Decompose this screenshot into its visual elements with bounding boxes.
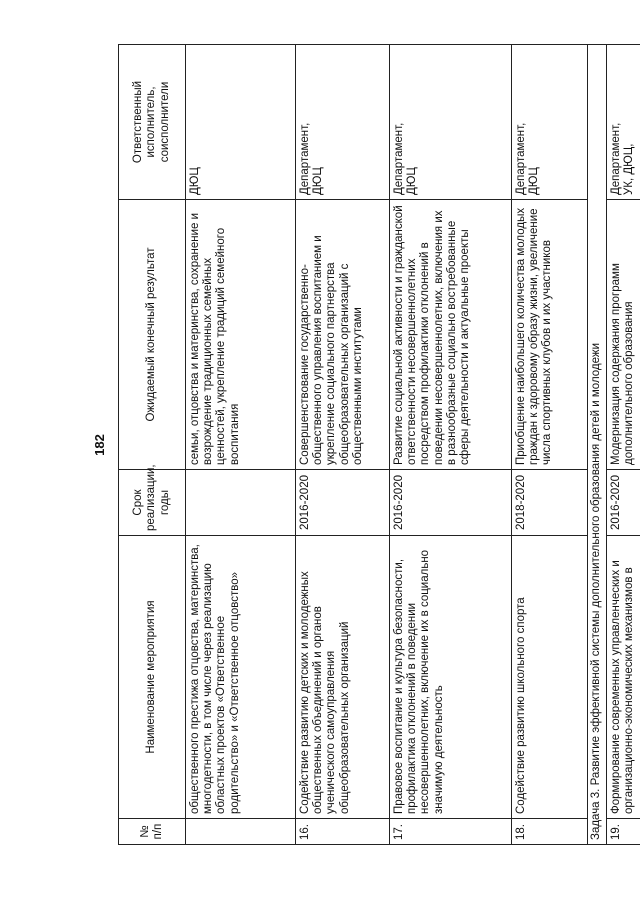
cell-term: 2018-2020 <box>512 470 588 536</box>
measures-table-container <box>118 45 636 845</box>
header-name: Наименование мероприятия <box>119 536 186 819</box>
cell-term: 2016-2020 <box>607 470 640 536</box>
cell-result: Приобщение наибольшего количества молодых граждан к здоровому образу жизни, увеличение числа спортивных клубов и их участников <box>512 200 588 470</box>
header-executor: Ответственный исполнитель, соисполнители <box>119 45 186 200</box>
table-row <box>512 45 588 845</box>
cell-result: семьи, отцовства и материнства, сохранение и возрождение традиционных семейных ценностей, укрепление традиций семейного воспитания <box>186 200 296 470</box>
cell-term: 2016-2020 <box>390 470 512 536</box>
cell-result: Развитие социальной активности и гражданской ответственности несовершеннолетних посредством профилактики отклонений в поведении несовершеннолетних, включения их в разнообразные социально востребованные сферы деятельности и актуальные проекты <box>390 200 512 470</box>
cell-result: Совершенствование государственно-общественного управления воспитанием и укрепление социального партнерства общеобразовательных организаций с общественными институтами <box>296 200 390 470</box>
cell-executor: Департамент, ДЮЦ <box>296 45 390 200</box>
table-row <box>186 45 296 845</box>
task-heading: Задача 3. Развитие эффективной системы дополнительного образования детей и молодежи <box>588 45 607 845</box>
cell-name: общественного престижа отцовства, материнства, многодетности, в том числе через реализацию областных проектов «Ответственное родительство» и «Ответственное отцовство» <box>186 536 296 819</box>
cell-name: Правовое воспитание и культура безопасности, профилактика отклонений в поведении несовершеннолетних, включение их в социально значимую деятельность <box>390 536 512 819</box>
header-num: № п/п <box>119 819 186 845</box>
cell-num: 18. <box>512 819 588 845</box>
header-term: Срок реализации, годы <box>119 470 186 536</box>
page-number: 182 <box>92 434 107 456</box>
cell-num: 16. <box>296 819 390 845</box>
cell-executor: Департамент, ДЮЦ <box>390 45 512 200</box>
cell-result: Модернизация содержания программ дополнительного образования <box>607 200 640 470</box>
table-row <box>296 45 390 845</box>
cell-term: 2016-2020 <box>296 470 390 536</box>
cell-term <box>186 470 296 536</box>
table-header-row <box>119 45 186 845</box>
table-row <box>607 45 640 845</box>
cell-executor: Департамент, УК, ДЮЦ, <box>607 45 640 200</box>
header-result: Ожидаемый конечный результат <box>119 200 186 470</box>
cell-num <box>186 819 296 845</box>
cell-name: Содействие развитию школьного спорта <box>512 536 588 819</box>
measures-table <box>118 44 640 845</box>
cell-executor: ДЮЦ <box>186 45 296 200</box>
cell-executor: Департамент, ДЮЦ <box>512 45 588 200</box>
cell-name: Формирование современных управленческих и организационно-экономических механизмов в <box>607 536 640 819</box>
cell-name: Содействие развитию детских и молодежных общественных объединений и органов ученического самоуправления общеобразовательных организаций <box>296 536 390 819</box>
cell-num: 17. <box>390 819 512 845</box>
table-row <box>390 45 512 845</box>
task-row <box>588 45 607 845</box>
cell-num: 19. <box>607 819 640 845</box>
